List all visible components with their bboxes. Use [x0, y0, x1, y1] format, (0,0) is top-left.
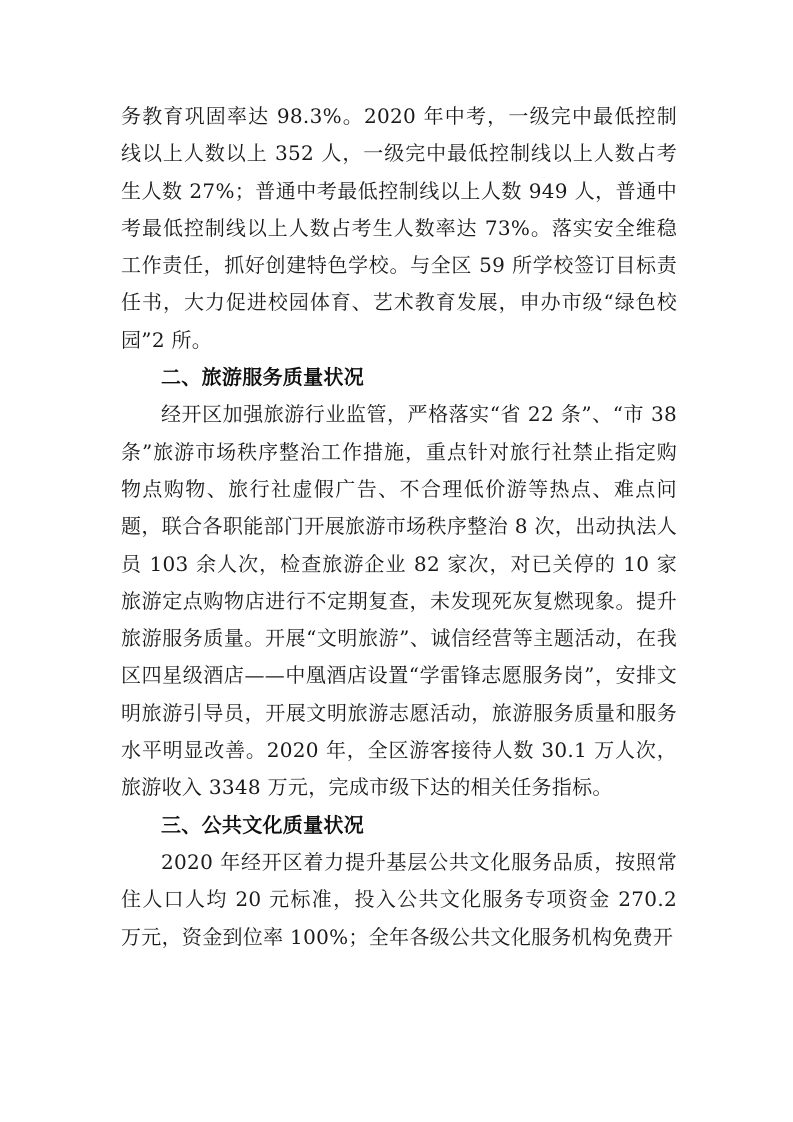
paragraph-education-continued: 务教育巩固率达 98.3%。2020 年中考，一级完中最低控制线以上人数以上 352 人，一级完中最低控制线以上人数占考生人数 27%；普通中考最低控制线以上人数 949 人，普通中考最低控制线以上人数占考生人数率达 73%。落实安全维稳工作责任，抓好创建特色学校。与全区 59 所学校签订目标责任书，大力促进校园体育、艺术教育发展，申办市级“绿色校园”2 所。: [121, 104, 677, 352]
section-heading-public-culture: 三、公共文化质量状况: [161, 812, 364, 837]
paragraph-tourism: 经开区加强旅游行业监管，严格落实“省 22 条”、“市 38 条”旅游市场秩序整治工作措施，重点针对旅行社禁止指定购物点购物、旅行社虚假广告、不合理低价游等热点、难点问题，联合各职能部门开展旅游市场秩序整治 8 次，出动执法人员 103 余人次，检查旅游企业 82 家次，对已关停的 10 家旅游定点购物店进行不定期复查，未发现死灰复燃现象。提升旅游服务质量。开展“文明旅游”、诚信经营等主题活动，在我区四星级酒店——中凰酒店设置“学雷锋志愿服务岗”，安排文明旅游引导员，开展文明旅游志愿活动，旅游服务质量和服务水平明显改善。2020 年，全区游客接待人数 30.1 万人次，旅游收入 3348 万元，完成市级下达的相关任务指标。: [121, 402, 677, 800]
paragraph-public-culture: 2020 年经开区着力提升基层公共文化服务品质，按照常住人口人均 20 元标准，投入公共文化服务专项资金 270.2 万元，资金到位率 100%；全年各级公共文化服务机构免费开: [121, 849, 677, 949]
document-body: [121, 98, 677, 956]
section-heading-tourism: 二、旅游服务质量状况: [161, 365, 364, 390]
